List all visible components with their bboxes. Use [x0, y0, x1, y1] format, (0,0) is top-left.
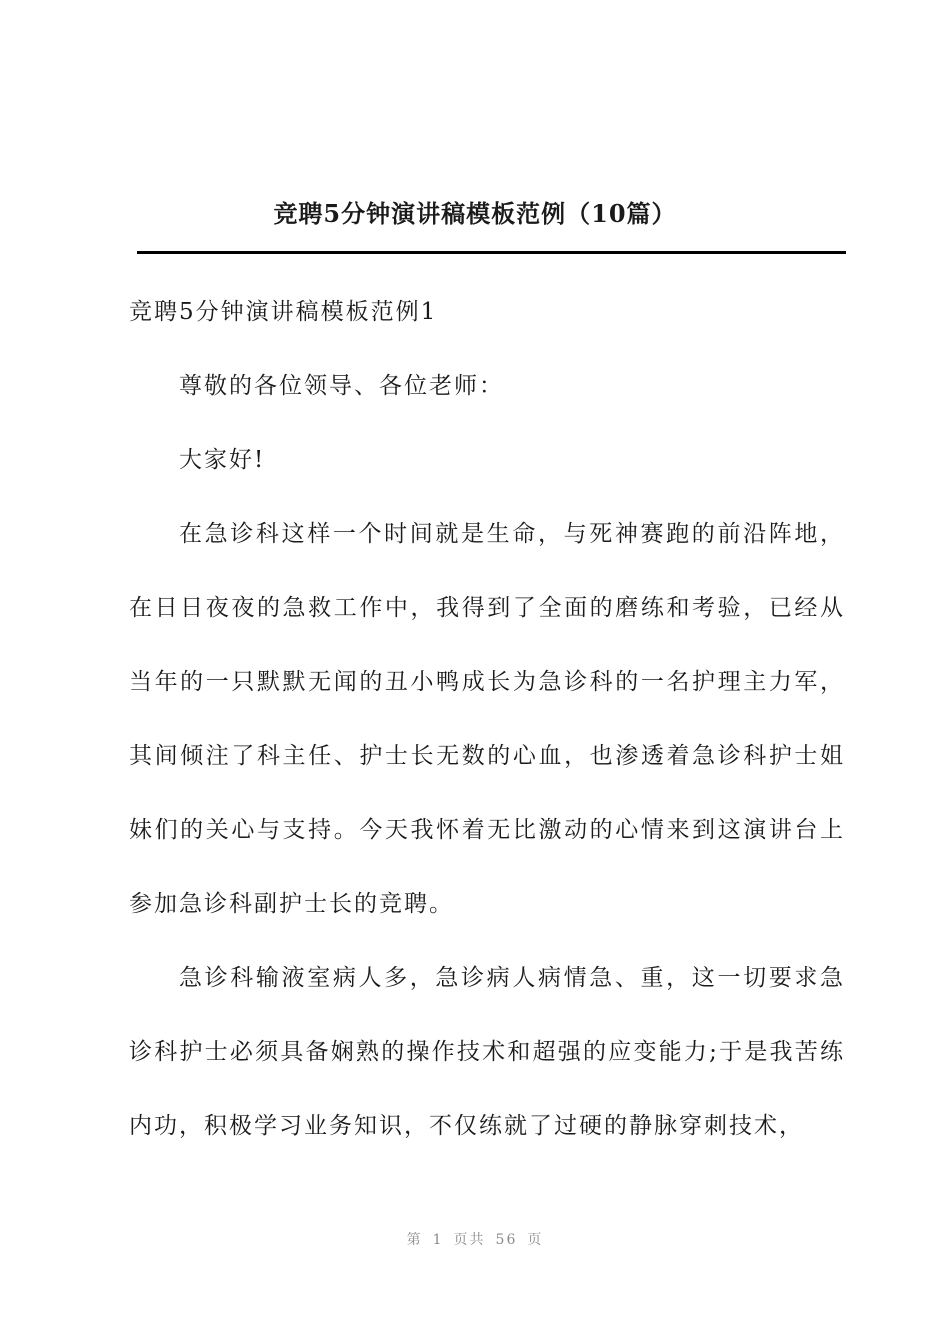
- footer-suffix: 页: [527, 1232, 544, 1248]
- title-underline-rule: [137, 251, 846, 254]
- footer-prefix: 第: [406, 1232, 423, 1248]
- document-body: [129, 275, 845, 1163]
- greeting-paragraph: 大家好!: [179, 447, 266, 473]
- section-heading: 竞聘5分钟演讲稿模板范例1: [129, 299, 438, 325]
- footer-current-page: 1: [432, 1232, 444, 1248]
- footer-middle: 页共: [453, 1232, 486, 1248]
- salutation-paragraph: 尊敬的各位领导、各位老师：: [179, 373, 504, 399]
- body-paragraph: 在急诊科这样一个时间就是生命，与死神赛跑的前沿阵地，在日日夜夜的急救工作中，我得到了全面的磨练和考验，已经从当年的一只默默无闻的丑小鸭成长为急诊科的一名护理主力军，其间倾注了科主任、护士长无数的心血，也渗透着急诊科护士姐妹们的关心与支持。今天我怀着无比激动的心情来到这演讲台上参加急诊科副护士长的竞聘。: [129, 521, 845, 917]
- document-title: 竞聘5分钟演讲稿模板范例（10篇）: [273, 199, 677, 228]
- body-paragraph: 急诊科输液室病人多，急诊病人病情急、重，这一切要求急诊科护士必须具备娴熟的操作技术和超强的应变能力;于是我苦练内功，积极学习业务知识，不仅练就了过硬的静脉穿刺技术，: [129, 965, 845, 1139]
- page-footer: [0, 1229, 950, 1249]
- footer-total-pages: 56: [495, 1232, 518, 1248]
